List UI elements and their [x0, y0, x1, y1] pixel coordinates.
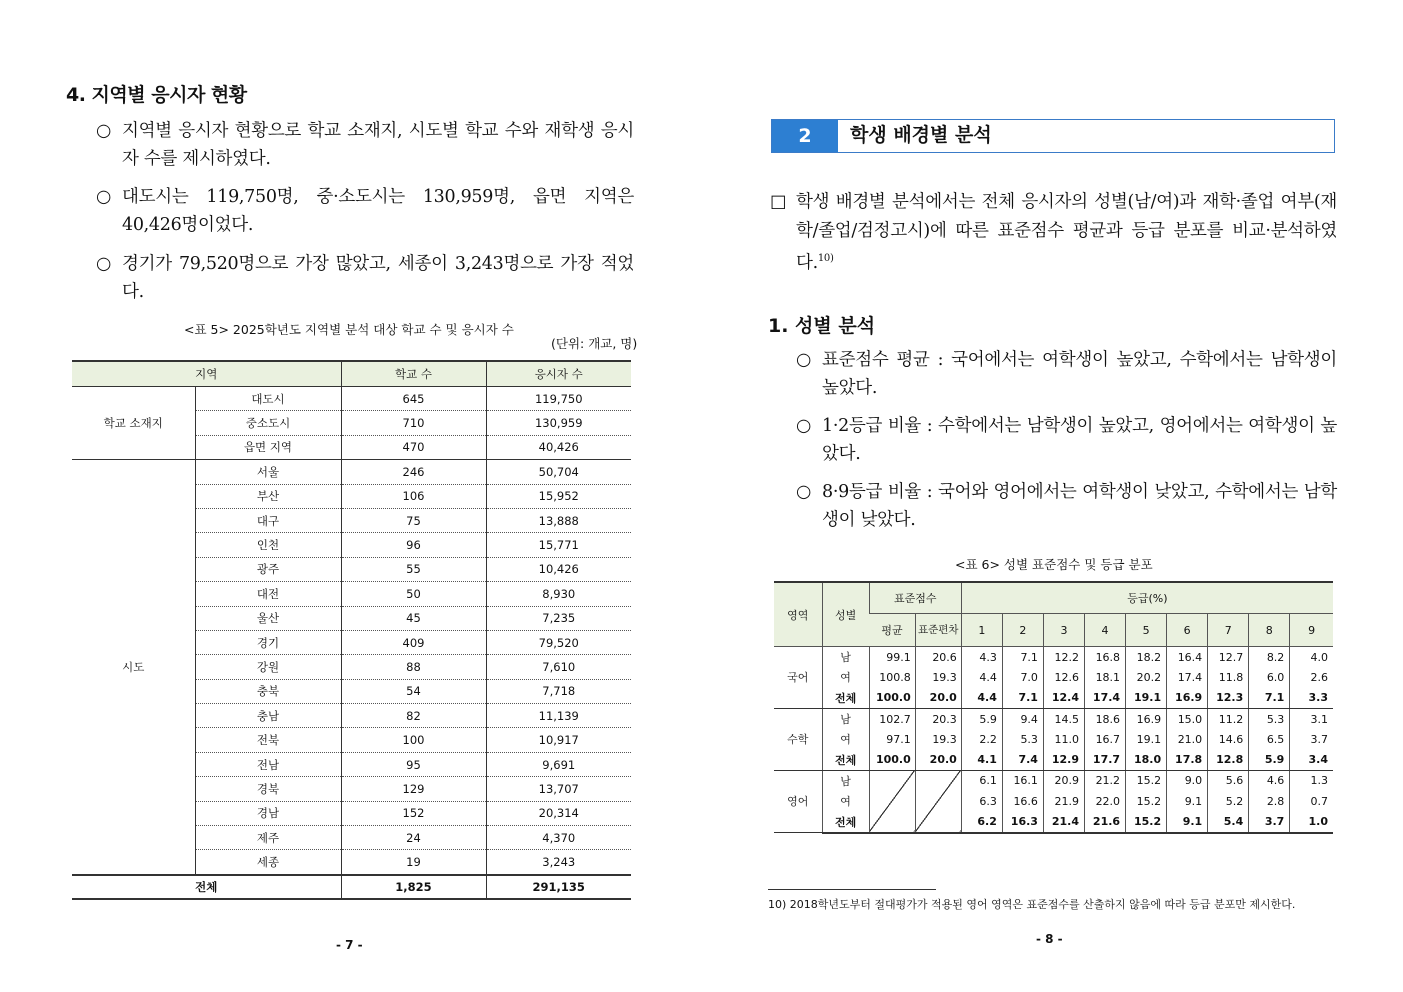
total-row: [72, 875, 631, 899]
table-cell: 470: [341, 435, 486, 459]
area-label: 수학: [774, 708, 822, 770]
table-caption: <표 5> 2025학년도 지역별 분석 대상 학교 수 및 응시자 수: [184, 322, 514, 337]
gender-label: 남: [822, 708, 869, 729]
grade-header: 7: [1208, 614, 1249, 647]
section-heading-regional: 4. 지역별 응시자 현황: [66, 84, 247, 106]
table-cell: 11,139: [486, 704, 631, 728]
gender-label: 전체: [822, 811, 869, 832]
table-row: [774, 811, 1333, 832]
table-cell: 11.8: [1208, 667, 1249, 687]
table-cell: 129: [341, 777, 486, 801]
table-cell: 3.4: [1290, 749, 1333, 770]
table-cell: 99.1: [869, 647, 915, 668]
table-cell: 3.7: [1290, 729, 1333, 749]
column-header: 평균: [869, 614, 915, 647]
table-row: [774, 667, 1333, 687]
list-item: [796, 412, 1337, 468]
table-cell: 12.8: [1208, 749, 1249, 770]
gender-label: 남: [822, 647, 869, 668]
table-cell: 645: [341, 387, 486, 411]
table-cell: 6.2: [961, 811, 1002, 832]
table-cell: 19.3: [915, 729, 961, 749]
column-header: 학교 수: [341, 361, 486, 387]
column-header: 응시자 수: [486, 361, 631, 387]
table-cell: 10,426: [486, 557, 631, 581]
table-cell: 4.4: [961, 667, 1002, 687]
table-cell: 14.5: [1043, 708, 1084, 729]
bullet-text: 8·9등급 비율 : 국어와 영어에서는 여학생이 낮았고, 수학에서는 남학생이 낮았다.: [822, 482, 1337, 530]
bullet-text: 표준점수 평균 : 국어에서는 여학생이 높았고, 수학에서는 남학생이 높았다.: [822, 350, 1337, 398]
table-cell: 9.1: [1167, 811, 1208, 832]
table-cell: 12.2: [1043, 647, 1084, 668]
column-header: 표준점수: [869, 582, 961, 614]
table-cell: 55: [341, 557, 486, 581]
table-cell: 20.6: [915, 647, 961, 668]
table-cell: 세종: [195, 850, 341, 875]
grade-header: 6: [1167, 614, 1208, 647]
bullet-text: 경기가 79,520명으로 가장 많았고, 세종이 3,243명으로 가장 적었다.: [122, 254, 634, 302]
table-cell: 강원: [195, 655, 341, 679]
table-cell: 대구: [195, 508, 341, 532]
table-cell: 19.1: [1126, 729, 1167, 749]
bullet-mark: ○: [796, 350, 811, 370]
table-cell: 13,888: [486, 508, 631, 532]
table-cell: 16.8: [1085, 647, 1126, 668]
grade-header: 3: [1043, 614, 1084, 647]
grade-header: 1: [961, 614, 1002, 647]
list-item: [796, 346, 1337, 402]
table-cell: 82: [341, 704, 486, 728]
table-cell: 7.0: [1002, 667, 1043, 687]
table-cell: 5.3: [1249, 708, 1290, 729]
table-cell: 18.0: [1126, 749, 1167, 770]
table-cell: 1,825: [341, 875, 486, 899]
table-cell: 88: [341, 655, 486, 679]
table-cell: 대도시: [195, 387, 341, 411]
table-cell: 4.1: [961, 749, 1002, 770]
table-cell: 5.4: [1208, 811, 1249, 832]
table-cell: 100.0: [869, 749, 915, 770]
table-cell: 6.5: [1249, 729, 1290, 749]
table-cell: 5.6: [1208, 770, 1249, 791]
gender-label: 여: [822, 729, 869, 749]
table-cell: 16.4: [1167, 647, 1208, 668]
table-cell: 4.6: [1249, 770, 1290, 791]
table-cell: 40,426: [486, 435, 631, 459]
bullet-mark: ○: [96, 254, 111, 274]
regional-table: [72, 360, 631, 900]
bullet-mark: ○: [796, 482, 811, 502]
table-cell: 11.0: [1043, 729, 1084, 749]
table-row: [774, 729, 1333, 749]
table-cell: 충남: [195, 704, 341, 728]
table-cell: 제주: [195, 826, 341, 850]
table-cell: 246: [341, 460, 486, 484]
table-cell: 경남: [195, 801, 341, 825]
table-cell: 119,750: [486, 387, 631, 411]
table-cell: 14.6: [1208, 729, 1249, 749]
table-cell: 읍면 지역: [195, 435, 341, 459]
table-cell: 15.2: [1126, 811, 1167, 832]
total-label: 전체: [72, 875, 341, 899]
gender-label: 남: [822, 770, 869, 791]
table-cell: 22.0: [1085, 791, 1126, 811]
table-cell: 21.0: [1167, 729, 1208, 749]
table-cell: 18.1: [1085, 667, 1126, 687]
table-cell: 16.1: [1002, 770, 1043, 791]
table-cell: 16.3: [1002, 811, 1043, 832]
table-cell: 5.3: [1002, 729, 1043, 749]
table-cell: 12.3: [1208, 688, 1249, 709]
table-cell: 18.6: [1085, 708, 1126, 729]
table-cell: 3.7: [1249, 811, 1290, 832]
table-cell: 95: [341, 752, 486, 776]
intro-text: 학생 배경별 분석에서는 전체 응시자의 성별(남/여)과 재학·졸업 여부(재학/졸업/검정고시)에 따른 표준점수 평균과 등급 분포를 비교·분석하였다.: [796, 192, 1337, 273]
table-cell: 3.3: [1290, 688, 1333, 709]
bullet-mark: ○: [96, 187, 111, 207]
table-cell: 21.9: [1043, 791, 1084, 811]
table-cell: 130,959: [486, 411, 631, 435]
table-cell: 15.2: [1126, 770, 1167, 791]
gender-label: 여: [822, 791, 869, 811]
table-cell: 152: [341, 801, 486, 825]
empty-diagonal-cell: [915, 770, 961, 832]
table-cell: 8,930: [486, 582, 631, 606]
grade-header: 9: [1290, 614, 1333, 647]
column-header: 표준편차: [915, 614, 961, 647]
table-cell: 97.1: [869, 729, 915, 749]
list-item: [96, 117, 634, 173]
table-cell: 부산: [195, 484, 341, 508]
table-cell: 12.7: [1208, 647, 1249, 668]
table-cell: 9.1: [1167, 791, 1208, 811]
table-cell: 21.2: [1085, 770, 1126, 791]
table-cell: 12.4: [1043, 688, 1084, 709]
table-cell: 21.4: [1043, 811, 1084, 832]
table-cell: 54: [341, 679, 486, 703]
table-cell: 4.4: [961, 688, 1002, 709]
table-cell: 1.0: [1290, 811, 1333, 832]
bullet-text: 1·2등급 비율 : 수학에서는 남학생이 높았고, 영어에서는 여학생이 높았다.: [822, 416, 1337, 464]
table-cell: 18.2: [1126, 647, 1167, 668]
column-header: 영역: [774, 582, 822, 647]
table-cell: 중소도시: [195, 411, 341, 435]
table-cell: 9.0: [1167, 770, 1208, 791]
table-cell: 경기: [195, 630, 341, 654]
gender-label: 전체: [822, 749, 869, 770]
table-cell: 3.1: [1290, 708, 1333, 729]
table-cell: 106: [341, 484, 486, 508]
box-mark: □: [770, 192, 787, 212]
table-cell: 17.7: [1085, 749, 1126, 770]
table-cell: 20.9: [1043, 770, 1084, 791]
table-cell: 6.1: [961, 770, 1002, 791]
grade-header: 5: [1126, 614, 1167, 647]
table-cell: 16.6: [1002, 791, 1043, 811]
table-cell: 100: [341, 728, 486, 752]
footnote-ref: 10): [817, 253, 834, 264]
page-number: - 7 -: [336, 938, 363, 952]
table-cell: 75: [341, 508, 486, 532]
table-cell: 7.4: [1002, 749, 1043, 770]
table-cell: 20.0: [915, 749, 961, 770]
table-cell: 13,707: [486, 777, 631, 801]
gender-label: 전체: [822, 688, 869, 709]
table-cell: 17.4: [1085, 688, 1126, 709]
table-cell: 15.2: [1126, 791, 1167, 811]
table-row: [72, 460, 631, 484]
section-banner: [771, 119, 1335, 153]
area-label: 영어: [774, 770, 822, 832]
table-cell: 100.8: [869, 667, 915, 687]
table-cell: 인천: [195, 533, 341, 557]
table-cell: 3,243: [486, 850, 631, 875]
table-row: [774, 770, 1333, 791]
table-cell: 전남: [195, 752, 341, 776]
gender-label: 여: [822, 667, 869, 687]
table-cell: 12.9: [1043, 749, 1084, 770]
gender-table: [774, 581, 1333, 834]
table-cell: 8.2: [1249, 647, 1290, 668]
table-cell: 17.8: [1167, 749, 1208, 770]
table-cell: 7,610: [486, 655, 631, 679]
list-item: [796, 478, 1337, 534]
table-unit: (단위: 개교, 명): [551, 336, 638, 351]
grade-header: 2: [1002, 614, 1043, 647]
table-cell: 409: [341, 630, 486, 654]
column-header: 등급(%): [961, 582, 1333, 614]
table-cell: 광주: [195, 557, 341, 581]
table-cell: 5.9: [1249, 749, 1290, 770]
group-label: 시도: [72, 460, 195, 875]
table-cell: 21.6: [1085, 811, 1126, 832]
column-header: 지역: [72, 361, 341, 387]
table-caption: <표 6> 성별 표준점수 및 등급 분포: [955, 557, 1153, 572]
table-cell: 17.4: [1167, 667, 1208, 687]
table-cell: 4.0: [1290, 647, 1333, 668]
table-cell: 5.9: [961, 708, 1002, 729]
table-cell: 19.3: [915, 667, 961, 687]
table-cell: 50: [341, 582, 486, 606]
footnote-divider: [768, 889, 936, 890]
table-cell: 충북: [195, 679, 341, 703]
table-cell: 16.9: [1126, 708, 1167, 729]
table-cell: 102.7: [869, 708, 915, 729]
grade-header: 4: [1085, 614, 1126, 647]
table-row: [774, 688, 1333, 709]
table-cell: 대전: [195, 582, 341, 606]
section-number: 2: [772, 120, 838, 152]
table-cell: 20.3: [915, 708, 961, 729]
empty-diagonal-cell: [869, 770, 915, 832]
group-label: 학교 소재지: [72, 387, 195, 460]
table-cell: 7.1: [1002, 688, 1043, 709]
table-cell: 20,314: [486, 801, 631, 825]
bullet-text: 대도시는 119,750명, 중·소도시는 130,959명, 읍면 지역은 40,426명이었다.: [122, 187, 634, 235]
table-cell: 96: [341, 533, 486, 557]
table-cell: 6.0: [1249, 667, 1290, 687]
table-cell: 7.1: [1002, 647, 1043, 668]
table-cell: 5.2: [1208, 791, 1249, 811]
grade-header: 8: [1249, 614, 1290, 647]
table-row: [774, 749, 1333, 770]
table-cell: 전북: [195, 728, 341, 752]
table-row: [774, 791, 1333, 811]
table-cell: 0.7: [1290, 791, 1333, 811]
table-row: [774, 647, 1333, 668]
table-cell: 6.3: [961, 791, 1002, 811]
table-cell: 15.0: [1167, 708, 1208, 729]
table-cell: 7,718: [486, 679, 631, 703]
table-cell: 2.6: [1290, 667, 1333, 687]
table-cell: 11.2: [1208, 708, 1249, 729]
area-label: 국어: [774, 647, 822, 709]
table-cell: 20.0: [915, 688, 961, 709]
table-cell: 24: [341, 826, 486, 850]
table-cell: 45: [341, 606, 486, 630]
bullet-text: 지역별 응시자 현황으로 학교 소재지, 시도별 학교 수와 재학생 응시자 수를 제시하였다.: [122, 121, 634, 169]
table-cell: 16.7: [1085, 729, 1126, 749]
table-cell: 경북: [195, 777, 341, 801]
list-item: [96, 183, 634, 239]
table-cell: 710: [341, 411, 486, 435]
table-cell: 100.0: [869, 688, 915, 709]
table-cell: 20.2: [1126, 667, 1167, 687]
intro-paragraph: [770, 188, 1337, 277]
table-cell: 10,917: [486, 728, 631, 752]
table-cell: 울산: [195, 606, 341, 630]
table-cell: 서울: [195, 460, 341, 484]
table-cell: 2.2: [961, 729, 1002, 749]
table-cell: 2.8: [1249, 791, 1290, 811]
column-header: 성별: [822, 582, 869, 647]
table-cell: 15,771: [486, 533, 631, 557]
table-cell: 7,235: [486, 606, 631, 630]
table-cell: 15,952: [486, 484, 631, 508]
list-item: [96, 250, 634, 306]
table-cell: 4,370: [486, 826, 631, 850]
table-cell: 291,135: [486, 875, 631, 899]
footnote: 10) 2018학년도부터 절대평가가 적용된 영어 영역은 표준점수를 산출하지 않음에 따라 등급 분포만 제시한다.: [768, 898, 1296, 911]
table-cell: 1.3: [1290, 770, 1333, 791]
table-row: [72, 387, 631, 411]
table-cell: 50,704: [486, 460, 631, 484]
table-cell: 4.3: [961, 647, 1002, 668]
table-cell: 16.9: [1167, 688, 1208, 709]
table-cell: 9.4: [1002, 708, 1043, 729]
table-cell: 7.1: [1249, 688, 1290, 709]
page-number: - 8 -: [1036, 932, 1063, 946]
table-cell: 79,520: [486, 630, 631, 654]
table-cell: 19.1: [1126, 688, 1167, 709]
table-cell: 12.6: [1043, 667, 1084, 687]
section-title: 학생 배경별 분석: [850, 124, 992, 146]
table-row: [774, 708, 1333, 729]
bullet-mark: ○: [796, 416, 811, 436]
subheading-gender: 1. 성별 분석: [768, 315, 876, 337]
bullet-mark: ○: [96, 121, 111, 141]
table-cell: 9,691: [486, 752, 631, 776]
table-cell: 19: [341, 850, 486, 875]
